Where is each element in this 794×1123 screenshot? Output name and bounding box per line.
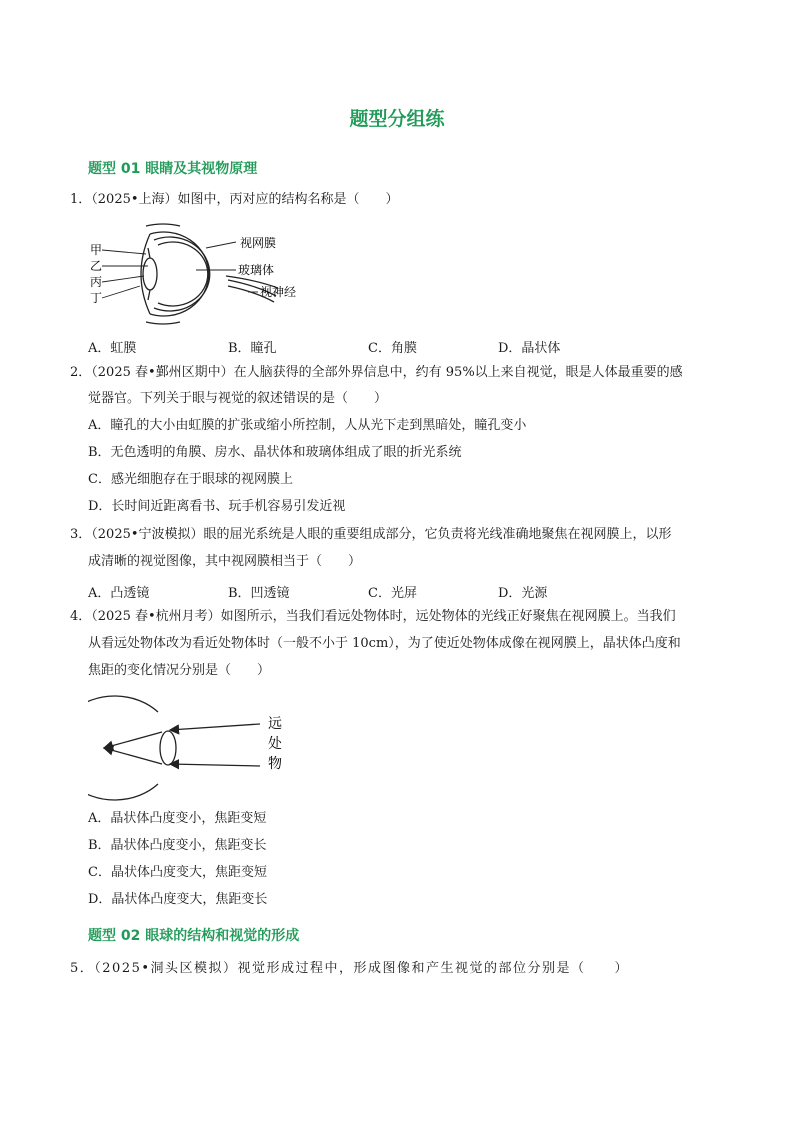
q1-option-d: D．晶状体 <box>498 341 561 356</box>
near-far-vision-figure <box>88 692 298 802</box>
label-optic-nerve: 视神经 <box>260 285 297 299</box>
section-heading-01: 题型 01 眼睛及其视物原理 <box>88 161 258 177</box>
q4-option-a: A．晶状体凸度变小，焦距变短 <box>88 811 267 826</box>
label-bing: 丙 <box>90 275 103 289</box>
q1-option-b: B．瞳孔 <box>228 341 277 356</box>
section-heading-02: 题型 02 眼球的结构和视觉的形成 <box>88 928 300 944</box>
page-title: 题型分组练 <box>349 108 445 130</box>
eye-structure-figure <box>88 218 318 328</box>
label-vitreous: 玻璃体 <box>238 263 275 277</box>
question-3-stem-line-2: 成清晰的视觉图像，其中视网膜相当于（ ） <box>88 554 362 569</box>
label-far-1: 远 <box>268 716 282 732</box>
q2-option-c: C．感光细胞存在于眼球的视网膜上 <box>88 472 293 487</box>
label-ding: 丁 <box>90 291 103 305</box>
q2-option-d: D．长时间近距离看书、玩手机容易引发近视 <box>88 499 346 514</box>
q4-option-d: D．晶状体凸度变大，焦距变长 <box>88 892 268 907</box>
question-2-stem-line-1: 2．（2025 春•鄞州区期中）在人脑获得的全部外界信息中，约有 95%以上来自视觉，眼是人体最重要的感 <box>70 365 683 380</box>
q4-option-b: B．晶状体凸度变小，焦距变长 <box>88 838 267 853</box>
q2-option-a: A．瞳孔的大小由虹膜的扩张或缩小所控制，人从光下走到黑暗处，瞳孔变小 <box>88 418 527 433</box>
q1-option-a: A．虹膜 <box>88 341 137 356</box>
label-far-2: 处 <box>268 736 282 752</box>
q2-option-b: B．无色透明的角膜、房水、晶状体和玻璃体组成了眼的折光系统 <box>88 445 462 460</box>
question-4-stem-line-1: 4．（2025 春•杭州月考）如图所示，当我们看远处物体时，远处物体的光线正好聚焦在视网膜上。当我们 <box>70 609 676 624</box>
label-retina: 视网膜 <box>240 236 277 250</box>
question-3-stem-line-1: 3．（2025•宁波模拟）眼的屈光系统是人眼的重要组成部分，它负责将光线准确地聚焦在视网膜上，以形 <box>70 527 672 542</box>
q3-option-c: C．光屏 <box>368 586 417 601</box>
label-yi: 乙 <box>90 259 103 273</box>
q3-option-a: A．凸透镜 <box>88 586 150 601</box>
q3-option-b: B．凹透镜 <box>228 586 290 601</box>
q1-option-c: C．角膜 <box>368 341 417 356</box>
question-1-stem: 1．（2025•上海）如图中，丙对应的结构名称是（ ） <box>70 192 399 207</box>
q4-option-c: C．晶状体凸度变大，焦距变短 <box>88 865 267 880</box>
question-4-stem-line-3: 焦距的变化情况分别是（ ） <box>88 663 271 678</box>
question-4-stem-line-2: 从看远处物体改为看近处物体时（一般不小于 10cm），为了使近处物体成像在视网膜上，晶状体凸度和 <box>88 636 681 651</box>
q3-option-d: D．光源 <box>498 586 548 601</box>
question-2-stem-line-2: 觉器官。下列关于眼与视觉的叙述错误的是（ ） <box>88 391 388 406</box>
question-5-stem: 5．（2025•洞头区模拟）视觉形成过程中，形成图像和产生视觉的部位分别是（ ） <box>70 961 630 976</box>
label-far-3: 物 <box>268 756 282 772</box>
label-jia: 甲 <box>90 243 103 257</box>
